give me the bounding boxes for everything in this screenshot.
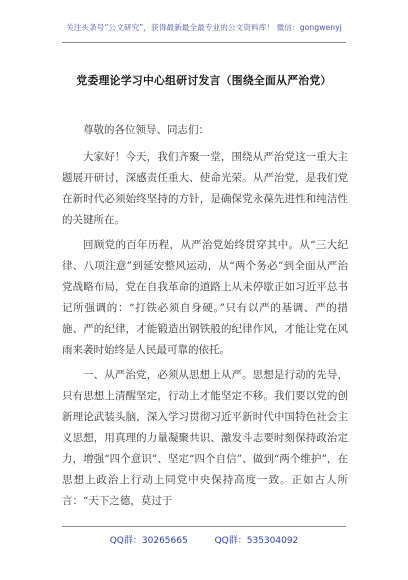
document-body bbox=[62, 120, 348, 516]
paragraph: 一、从严治党，必须从思想上从严。思想是行动的先导，只有思想上清醒坚定，行动上才能坚定不移。我们要以党的创新理论武装头脑，深入学习贯彻习近平新时代中国特色社会主义思想，用真理的力量凝聚共识、激发斗志要时刻保持政治定力，增强“四个意识”、坚定“四个自信”、做到“两个维护”，在思想上政治上行动上同党中央保持高度一致。正如古人所言：“天下之德，莫过于 bbox=[62, 369, 348, 507]
header-divider bbox=[62, 42, 346, 43]
document-title: 党委理论学习中心组研讨发言（围绕全面从严治党） bbox=[76, 74, 332, 87]
footer-divider bbox=[62, 526, 346, 527]
qq-group-1: QQ群：30265665 bbox=[109, 536, 188, 546]
footer bbox=[0, 533, 408, 546]
header-banner: 关注头条号“公文研究”，获得最新最全最专业的公文资料库！ 微信：gongwenyj bbox=[66, 23, 342, 32]
qq-group-2: QQ群：535304092 bbox=[214, 536, 299, 546]
paragraph: 大家好！今天，我们齐聚一堂，围绕从严治党这一重大主题展开研讨，深感责任重大、使命光荣。从严治党，是我们党在新时代必须始终坚持的方针，是确保党永葆先进性和纯洁性的关键所在。 bbox=[62, 151, 348, 226]
greeting: 尊敬的各位领导、同志们： bbox=[83, 124, 209, 136]
paragraph: 回顾党的百年历程，从严治党始终贯穿其中。从“三大纪律、八项注意”到延安整风运动，从“两个务必”到全面从严治党战略布局，党在自我革命的道路上从未停歇正如习近平总书记所强调的：“打铁必须自身硬。”只有以严的基调、严的措施、严的纪律，才能锻造出钢铁般的纪律作风，才能让党在风雨来袭时始终是人民最可靠的依托。 bbox=[62, 239, 348, 356]
